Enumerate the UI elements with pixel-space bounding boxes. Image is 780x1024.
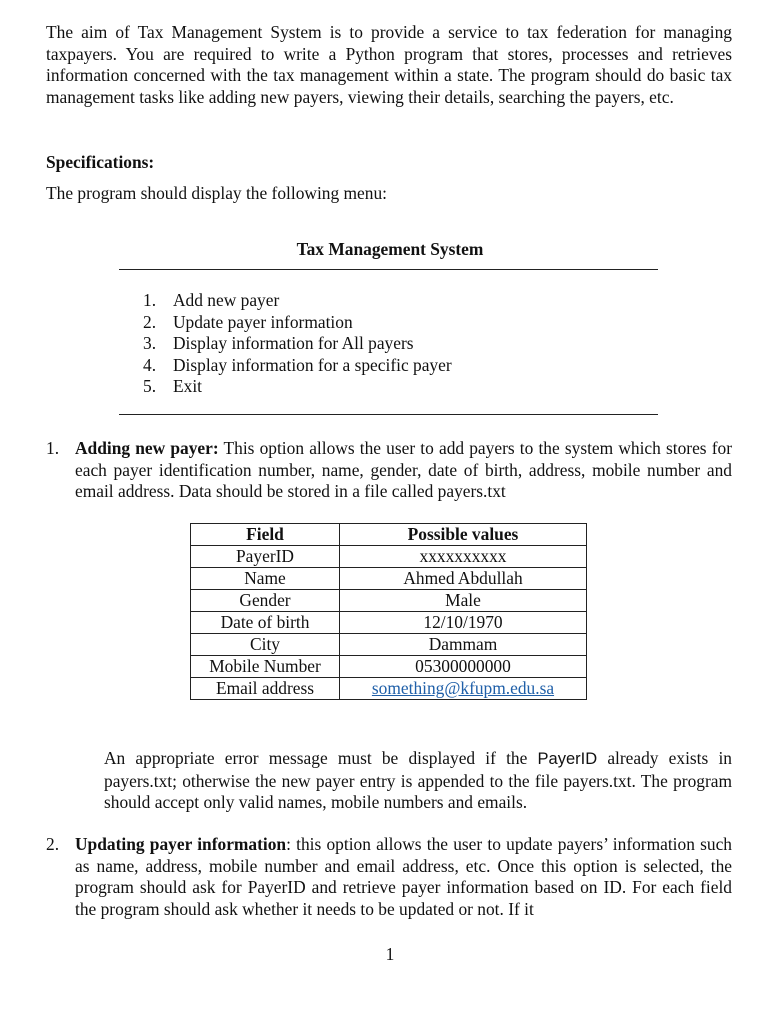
menu-item (120, 355, 452, 377)
table-row (191, 634, 587, 656)
note-text-2: already exists in payers.txt; otherwise the new payer entry is appended to the file payers.txt. The program should accept only valid names, mobile numbers and emails. (104, 748, 732, 813)
table-cell-value: Dammam (340, 634, 587, 656)
table-cell-value: Ahmed Abdullah (340, 568, 587, 590)
menu-item (120, 333, 452, 355)
table-row (191, 656, 587, 678)
section-adding-new-payer (46, 438, 732, 503)
menu-item-label: Update payer information (173, 311, 353, 332)
table-row (191, 546, 587, 568)
table-row (191, 568, 587, 590)
table-row (191, 590, 587, 612)
table-cell-field: City (191, 634, 340, 656)
section-number: 2. (46, 834, 60, 854)
note-text-1: An appropriate error message must be displayed if the (104, 748, 538, 768)
payer-fields-table (190, 523, 587, 700)
specifications-heading: Specifications: (46, 152, 155, 172)
section-text: This option allows the user to add payers to the system which stores for each payer identification number, name, gender, date of birth, address, mobile number and email address. Data should be stored in a file called payers.txt (75, 438, 732, 502)
table-cell-field: PayerID (191, 546, 340, 568)
table-cell-value: Male (340, 590, 587, 612)
table-cell-field: Date of birth (191, 612, 340, 634)
menu-title: Tax Management System (296, 239, 484, 259)
table-cell-value: 05300000000 (340, 656, 587, 678)
menu-item-number: 5. (143, 376, 157, 397)
intro-paragraph: The aim of Tax Management System is to provide a service to tax federation for managing taxpayers. You are required to write a Python program that stores, processes and retrieves information concerned with the tax management within a state. The program should do basic tax management tasks like adding new payers, viewing their details, searching the payers, etc. (46, 22, 732, 107)
page-number: 1 (385, 944, 395, 964)
menu-top-rule (119, 269, 658, 270)
menu-bottom-rule (119, 414, 658, 415)
menu-item-number: 4. (143, 354, 157, 375)
menu-item-label: Exit (173, 376, 202, 397)
menu-item-label: Display information for a specific payer (173, 354, 452, 375)
email-link[interactable]: something@kfupm.edu.sa (371, 678, 555, 698)
table-cell-field: Mobile Number (191, 656, 340, 678)
table-cell-value: 12/10/1970 (340, 612, 587, 634)
menu-item (120, 290, 452, 312)
error-message-note (104, 748, 732, 814)
section-number: 1. (46, 438, 60, 458)
menu-list (120, 290, 452, 398)
menu-item (120, 376, 452, 398)
table-row (191, 612, 587, 634)
menu-item-number: 3. (143, 333, 157, 354)
menu-item-number: 1. (143, 290, 157, 310)
section-title: Adding new payer: (75, 438, 219, 458)
table-header-row (191, 524, 587, 546)
section-title: Updating payer information (75, 834, 287, 854)
menu-item (120, 312, 452, 334)
table-header-cell: Field (191, 524, 340, 546)
table-cell-value (340, 678, 587, 700)
menu-item-number: 2. (143, 311, 157, 332)
note-payerid: PayerID (537, 750, 598, 768)
menu-item-label: Display information for All payers (173, 333, 414, 354)
section-text: : this option allows the user to update payers’ information such as name, address, mobile number and email address, etc. Once this option is selected, the program should ask for PayerID and retrieve payer information based on ID. For each field the program should ask whether it needs to be updated or not. If it (75, 834, 732, 919)
table-cell-field: Name (191, 568, 340, 590)
specifications-text: The program should display the following menu: (46, 183, 387, 203)
table-row (191, 678, 587, 700)
menu-item-label: Add new payer (173, 290, 280, 310)
table-header-cell: Possible values (340, 524, 587, 546)
table-cell-field: Gender (191, 590, 340, 612)
table-cell-value: xxxxxxxxxx (340, 546, 587, 568)
section-updating-payer (46, 834, 732, 920)
table-cell-field: Email address (191, 678, 340, 700)
